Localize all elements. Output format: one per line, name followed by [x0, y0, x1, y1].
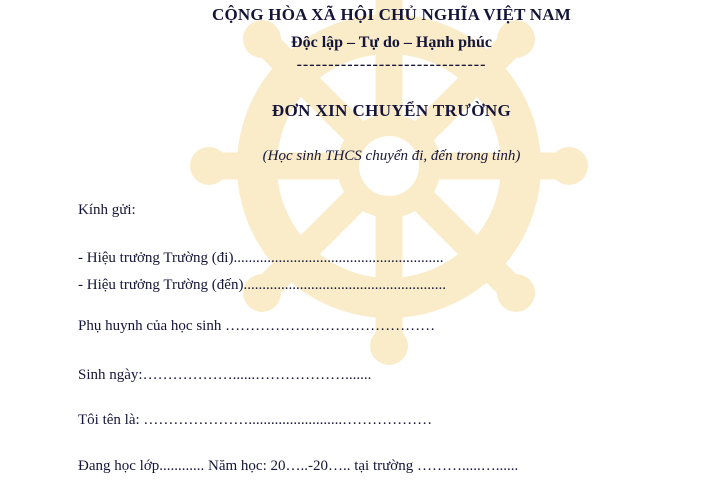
salutation-label: Kính gửi: — [78, 202, 136, 218]
national-header-line1: CỘNG HÒA XÃ HỘI CHỦ NGHĨA VIỆT NAM — [212, 5, 571, 24]
current-class-field: Đang học lớp............ Năm học: 20…..-20….. tại trường ……….....…...... — [78, 458, 519, 474]
recipient-from-field: - Hiệu trưởng Trường (đi)........................................................ — [78, 250, 444, 266]
recipient-to-field: - Hiệu trưởng Trường (đến)...................................................... — [78, 277, 446, 293]
full-name-field: Tôi tên là: ………………….........................……………… — [78, 412, 433, 428]
page-subtitle: (Học sinh THCS chuyển đi, đến trong tỉnh) — [262, 148, 521, 164]
birth-date-field: Sinh ngày:………………......………………....... — [78, 367, 372, 383]
page-title: ĐƠN XIN CHUYỂN TRƯỜNG — [271, 101, 512, 120]
parent-name-field: Phụ huynh của học sinh …………………………………… — [78, 318, 436, 334]
national-header-line2: Độc lập – Tự do – Hạnh phúc — [291, 34, 492, 51]
header-separator-dashes: ------------------------------ — [296, 56, 487, 73]
